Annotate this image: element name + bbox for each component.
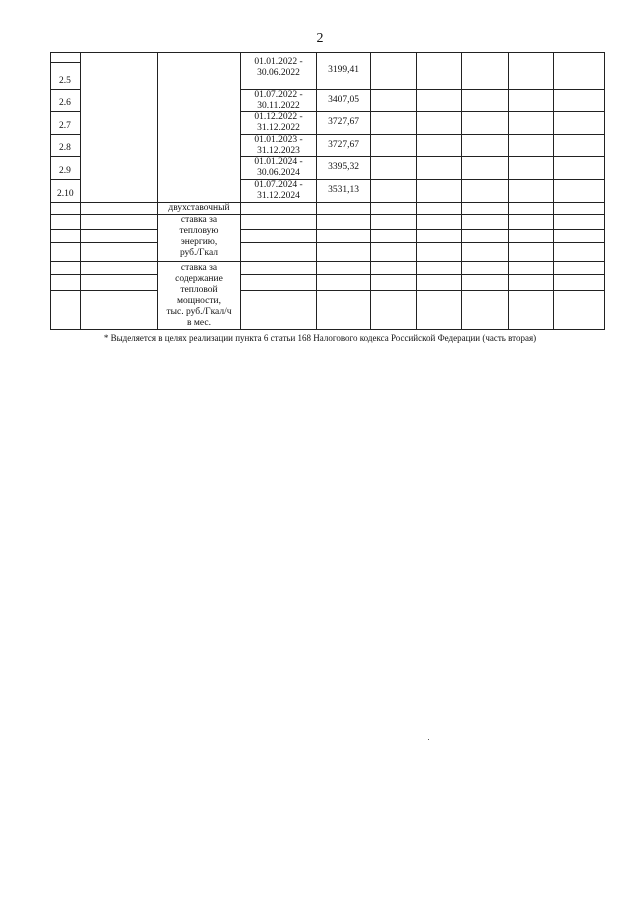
period-end: 30.06.2024 <box>257 168 300 178</box>
energy-rate-label: ставка за тепловую энергию, руб./Гкал <box>179 215 219 258</box>
row-number: 2.5 <box>59 76 71 86</box>
tariff-table <box>50 52 605 330</box>
period-cell <box>241 90 316 112</box>
period-start: 01.01.2022 - <box>254 57 303 67</box>
period-cell <box>241 157 316 179</box>
row-number: 2.10 <box>57 189 74 199</box>
period-end: 30.06.2022 <box>257 68 300 78</box>
period-end: 31.12.2022 <box>257 123 300 133</box>
tariff-value: 3199,41 <box>328 65 359 75</box>
tariff-value: 3727,67 <box>328 140 359 150</box>
tariff-value: 3407,05 <box>328 95 359 105</box>
period-start: 01.01.2024 - <box>254 157 303 167</box>
row-number: 2.6 <box>59 98 71 108</box>
scan-speck <box>428 739 429 740</box>
footnote: * Выделяется в целях реализации пункта 6 статьи 168 Налогового кодекса Российской Федерации (часть вторая) <box>103 333 537 343</box>
row-number: 2.8 <box>59 143 71 153</box>
row-number: 2.7 <box>59 121 71 131</box>
page-number: 2 <box>316 31 324 46</box>
period-start: 01.01.2023 - <box>254 135 303 145</box>
period-start: 01.07.2022 - <box>254 90 303 100</box>
two-part-label: двухставочный <box>168 203 230 213</box>
period-cell <box>241 112 316 134</box>
period-end: 31.12.2024 <box>257 191 300 201</box>
tariff-value: 3531,13 <box>328 185 359 195</box>
period-end: 31.12.2023 <box>257 146 300 156</box>
capacity-rate-label: ставка за содержание тепловой мощности, тыс. руб./Гкал/ч в мес. <box>166 263 232 328</box>
period-start: 01.07.2024 - <box>254 180 303 190</box>
period-cell <box>241 135 316 157</box>
tariff-value: 3395,32 <box>328 162 359 172</box>
period-cell <box>241 180 316 202</box>
period-start: 01.12.2022 - <box>254 112 303 122</box>
row-number: 2.9 <box>59 166 71 176</box>
period-cell <box>241 57 316 79</box>
tariff-value: 3727,67 <box>328 117 359 127</box>
period-end: 30.11.2022 <box>257 101 300 111</box>
